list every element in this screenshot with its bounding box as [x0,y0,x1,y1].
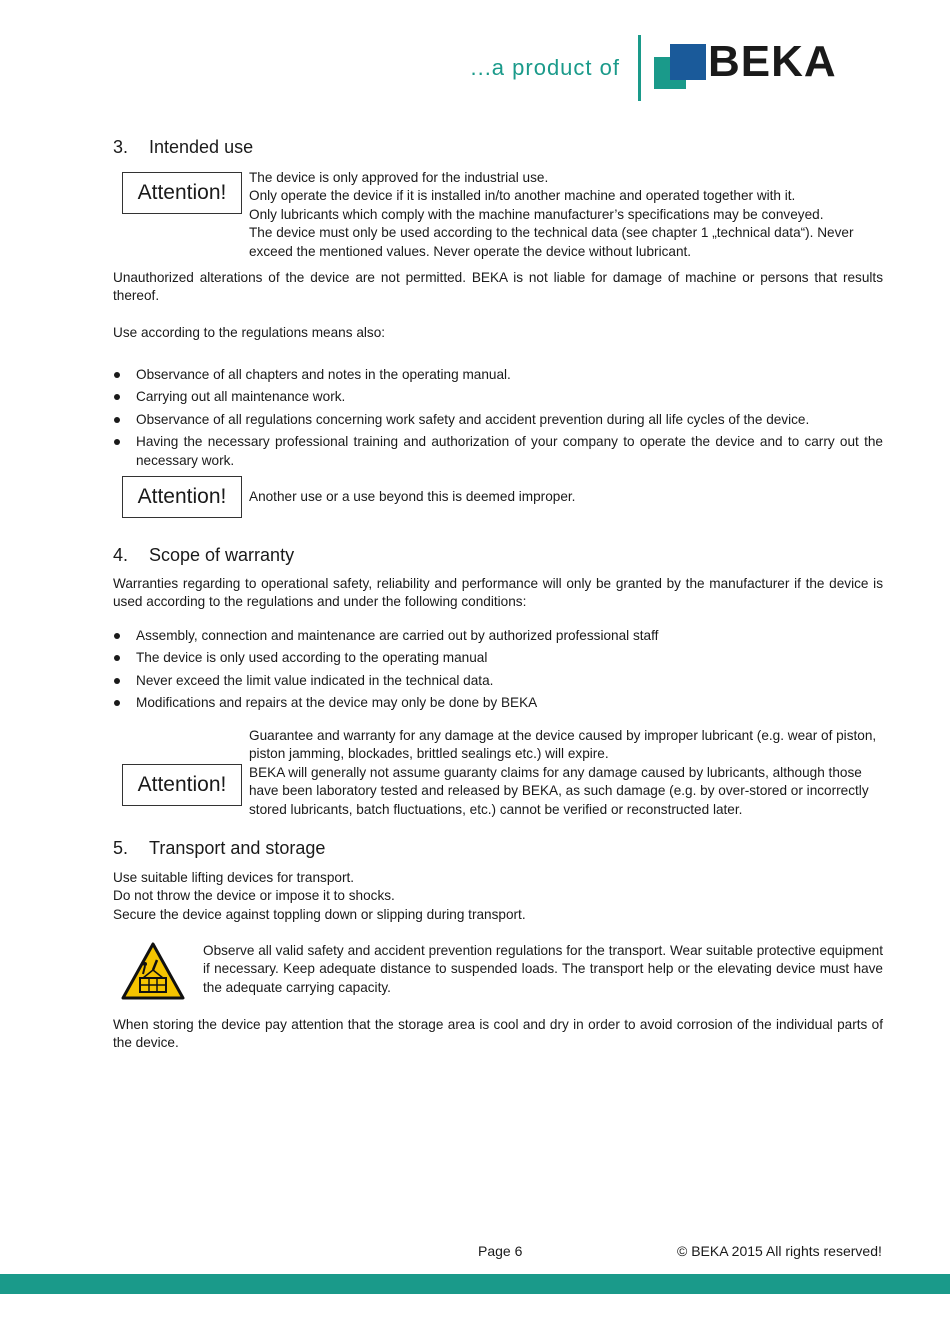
bullet-icon [114,700,120,706]
bullet-icon [114,678,120,684]
attention-text-block [249,727,883,819]
footer-bar [0,1274,950,1294]
logo-text: BEKA [708,37,837,86]
paragraph: Unauthorized alterations of the device are not permitted. BEKA is not liable for damage of machine or persons that results thereof. [113,270,883,304]
section-title: Scope of warranty [149,545,295,565]
section-5-heading [113,838,325,859]
paragraph: Warranties regarding to operational safety, reliability and performance will only be granted by the manufacturer if the device is used according to the regulations and under the following conditions: [113,576,883,610]
list-item [113,411,883,429]
page-number: Page 6 [478,1243,523,1259]
attention-box: Attention! [122,476,242,518]
list-item-text: Having the necessary professional training and authorization of your company to operate the device and to carry out the necessary work. [136,434,883,468]
section-number: 4. [113,545,129,565]
section-4-heading [113,545,294,566]
attention-line: BEKA will generally not assume guaranty claims for any damage caused by lubricants, although those have been laboratory tested and released by BEKA, as such damage (e.g. by over-stored or incorrectly stored lubricants, batch fluctuations, etc.) cannot be verified or reconstructed later. [249,764,869,817]
list-item-text: Carrying out all maintenance work. [136,389,346,405]
list-item [113,649,883,667]
bullet-icon [114,439,120,445]
section-number: 3. [113,137,129,157]
section-number: 5. [113,838,129,858]
beka-logo [654,37,874,92]
text-line: Do not throw the device or impose it to shocks. [113,888,395,904]
attention-text-block [249,169,883,261]
attention-line: Guarantee and warranty for any damage at the device caused by improper lubricant (e.g. wear of piston, piston jamming, blockades, brittled sealings etc.) will expire. [249,728,877,762]
section-title: Transport and storage [149,838,326,858]
text-line: Secure the device against toppling down or slipping during transport. [113,906,526,922]
section-title: Intended use [149,137,254,157]
bullet-list [113,627,883,717]
list-item-text: Observance of all regulations concerning work safety and accident prevention during all life cycles of the device. [136,411,810,427]
text-line: Use suitable lifting devices for transport. [113,870,355,885]
header-tagline: ...a product of [470,55,620,80]
suspended-load-warning-icon [121,942,185,1000]
list-item-text: The device is only used according to the operating manual [136,650,488,666]
copyright-notice: © BEKA 2015 All rights reserved! [677,1243,882,1259]
paragraph: Use according to the regulations means also: [113,325,386,340]
bullet-icon [114,633,120,639]
attention-text: Another use or a use beyond this is deemed improper. [249,489,576,504]
paragraph [113,869,883,924]
attention-box: Attention! [122,172,242,214]
list-item [113,694,883,712]
bullet-list [113,366,883,474]
warning-text: Observe all valid safety and accident prevention regulations for the transport. Wear suitable protective equipment if necessary. Keep adequate distance to suspended loads. The transport help or the elevating device must have the adequate carrying capacity. [203,943,883,995]
list-item [113,672,883,690]
attention-line: Only operate the device if it is installed in/to another machine and operated together with it. [249,188,796,204]
list-item-text: Modifications and repairs at the device may only be done by BEKA [136,695,538,711]
paragraph: When storing the device pay attention that the storage area is cool and dry in order to avoid corrosion of the individual parts of the device. [113,1017,883,1051]
list-item [113,388,883,406]
bullet-icon [114,417,120,423]
attention-line: The device must only be used according to the technical data (see chapter 1 „technical data“). Never exceed the mentioned values. Never operate the device without lubricant. [249,225,854,259]
list-item-text: Observance of all chapters and notes in the operating manual. [136,367,511,382]
list-item [113,366,883,384]
bullet-icon [114,372,120,378]
header-divider [638,35,641,101]
bullet-icon [114,655,120,661]
attention-line: Only lubricants which comply with the machine manufacturer’s specifications may be conveyed. [249,206,824,222]
attention-line: The device is only approved for the industrial use. [249,170,549,185]
list-item [113,627,883,645]
section-3-heading [113,137,253,158]
list-item-text: Never exceed the limit value indicated in the technical data. [136,672,494,688]
list-item-text: Assembly, connection and maintenance are carried out by authorized professional staff [136,628,659,643]
logo-blue-square [670,44,706,80]
attention-box: Attention! [122,764,242,806]
bullet-icon [114,394,120,400]
list-item [113,433,883,470]
